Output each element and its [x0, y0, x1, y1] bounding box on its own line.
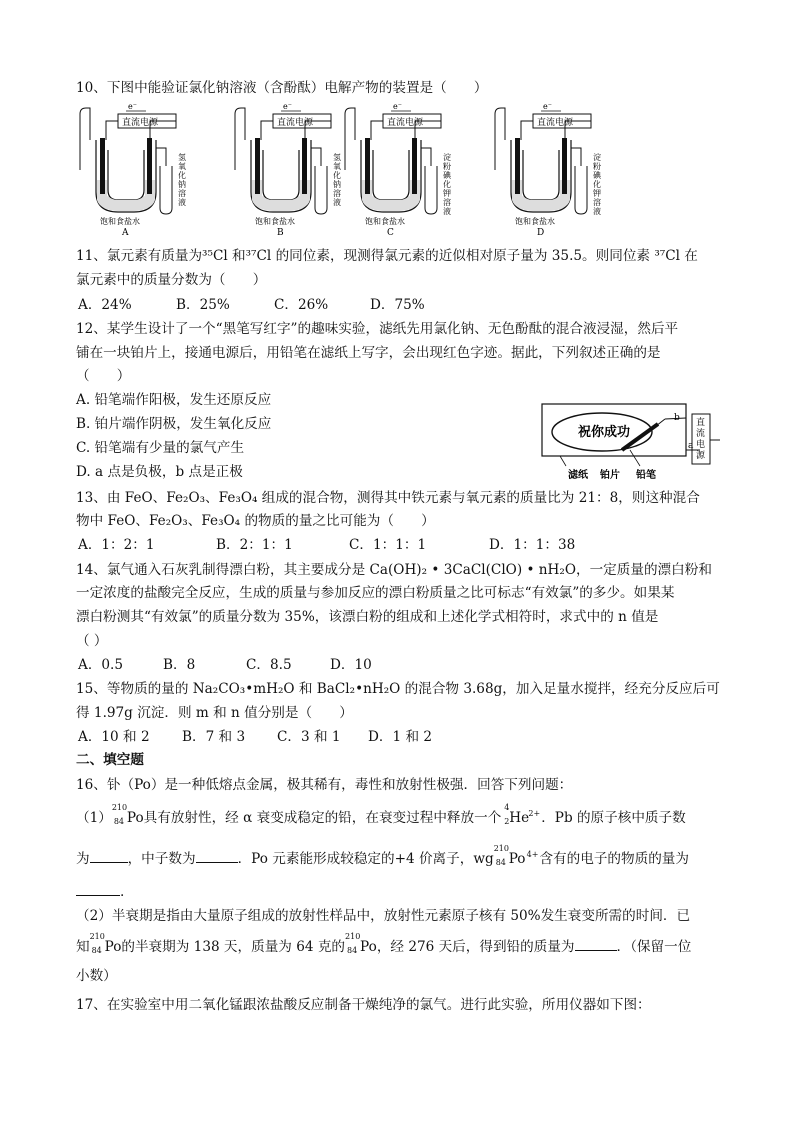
q15-option-d[interactable]: D．1 和 2	[368, 729, 433, 745]
apparatus-c	[345, 102, 452, 238]
electron-label: e⁻	[543, 102, 552, 111]
q11-options	[78, 295, 425, 315]
bottom-solution-label: 饱和食盐水	[255, 217, 295, 226]
side-solution-label-char: 化	[593, 180, 601, 189]
q14-option-a[interactable]: A．0.5	[78, 657, 124, 673]
q15-line2: 得 1.97g 沉淀．则 m 和 n 值分别是（ ）	[76, 705, 353, 721]
q12-option-c[interactable]: C. 铅笔端有少量的氯气产生	[76, 440, 245, 456]
electron-moles-blank[interactable]	[76, 881, 120, 896]
q15-option-c[interactable]: C．3 和 1	[277, 729, 341, 745]
power-supply-label: 直流电源	[387, 118, 424, 128]
q14-option-b[interactable]: B．8	[163, 657, 196, 673]
q15-options	[78, 727, 432, 747]
power-char-1: 直	[696, 418, 706, 428]
q16-part2-line2: 知 210 84 Po的半衰期为 138 天，质量为 64 克的 210 84 Po，经 276 天后，得到铅的质量为 ．（保留一位	[76, 932, 692, 955]
bottom-solution-label: 饱和食盐水	[365, 217, 405, 226]
q16-part2-line3: 小数）	[76, 968, 117, 984]
label-a: a	[688, 441, 694, 451]
q16-part2-line1: （2）半衰期是指由大量原子组成的放射性样品中，放射性元素原子核有 50%发生衰变所需的时间．已	[76, 908, 691, 924]
side-solution-label-char: 粉	[443, 162, 451, 171]
q13-options	[78, 535, 575, 555]
side-solution-label-char: 液	[443, 207, 451, 216]
side-solution-label-char: 溶	[593, 198, 601, 207]
q15-option-a[interactable]: A．10 和 2	[78, 729, 150, 745]
side-solution-label-char: 溶	[178, 189, 186, 198]
he-isotope: 4 2 He 2+	[504, 803, 541, 826]
label-filter: 滤纸	[568, 470, 588, 481]
power-char-2: 流	[696, 429, 706, 439]
side-solution-label-char: 氢	[333, 153, 341, 162]
label-pt: 铂片	[600, 470, 620, 481]
label-b: b	[674, 413, 680, 423]
electron-label: e⁻	[393, 102, 402, 111]
q12-option-b[interactable]: B. 铂片端作阴极，发生氧化反应	[76, 416, 272, 432]
side-solution-label-char: 钠	[333, 180, 341, 189]
power-supply-label: 直流电源	[122, 118, 159, 128]
q11-line1: 11、氯元素有质量为³⁵Cl 和³⁷Cl 的同位素，现测得氯元素的近似相对原子量为 35.5。则同位素 ³⁷Cl 在	[76, 248, 698, 264]
side-solution-label-char: 溶	[443, 198, 451, 207]
po-isotope-3: 210 84 Po	[345, 932, 377, 955]
q11-option-b[interactable]: B．25%	[176, 297, 230, 313]
side-solution-label-char: 钾	[443, 189, 451, 198]
q14-option-d[interactable]: D．10	[330, 657, 372, 673]
electrolysis-apparatus-figures	[70, 100, 610, 238]
side-solution-label-char: 淀	[593, 153, 601, 162]
power-char-4: 源	[696, 451, 706, 461]
side-solution-label-char: 钾	[593, 189, 601, 198]
side-solution-label-char: 氧	[178, 162, 186, 171]
q11-line2: 氯元素中的质量分数为（ ）	[76, 272, 267, 288]
q11-option-a[interactable]: A．24%	[78, 297, 132, 313]
side-solution-label-char: 液	[333, 198, 341, 207]
side-solution-label-char: 碘	[593, 171, 601, 180]
q16-part1-line3: .	[76, 881, 726, 902]
part1-mid: 具有放射性，经 α 衰变成稳定的铅，在衰变过程中释放一个	[143, 810, 502, 826]
part1-prefix: （1）	[76, 810, 112, 826]
po-isotope: 210 84 Po	[111, 803, 144, 826]
q12-line1: 12、某学生设计了一个“黑笔写红字”的趣味实验，滤纸先用氯化钠、无色酚酞的混合液浸湿，然后平	[76, 321, 679, 337]
q15-option-b[interactable]: B．7 和 3	[182, 729, 246, 745]
bottom-solution-label: 饱和食盐水	[100, 217, 140, 226]
proton-count-blank[interactable]	[90, 848, 128, 863]
q13-option-b[interactable]: B．2：1：1	[216, 537, 293, 553]
q14-line4: （ ）	[76, 633, 108, 649]
q13-line2: 物中 FeO、Fe₂O₃、Fe₃O₄ 的物质的量之比可能为（ ）	[76, 513, 435, 529]
side-solution-label-char: 粉	[593, 162, 601, 171]
apparatus-letter: A	[122, 228, 129, 238]
part1-end: ．Pb 的原子核中质子数	[541, 810, 686, 826]
q16-part1-line2: 为 ，中子数为 ．Po 元素能形成较稳定的+4 价离子，wg 210 84 Po 4+ 含有的电子的物质的量为	[76, 844, 689, 867]
q14-option-c[interactable]: C．8.5	[246, 657, 292, 673]
side-solution-label-char: 化	[443, 180, 451, 189]
lead-mass-blank[interactable]	[575, 936, 617, 951]
q10-stem: 10、下图中能验证氯化钠溶液（含酚酞）电解产物的装置是（ ）	[76, 80, 488, 96]
side-solution-label-char: 氧	[333, 162, 341, 171]
apparatus-letter: B	[277, 228, 284, 238]
q11-option-d[interactable]: D．75%	[370, 297, 425, 313]
q17-stem: 17、在实验室中用二氧化锰跟浓盐酸反应制备干燥纯净的氯气。进行此实验，所用仪器如下图：	[76, 997, 651, 1013]
side-solution-label-char: 液	[593, 207, 601, 216]
q14-line1: 14、氯气通入石灰乳制得漂白粉，其主要成分是 Ca(OH)₂ • 3CaCl(ClO) • nH₂O，一定质量的漂白粉和	[76, 562, 712, 578]
po-ion: 210 84 Po 4+	[493, 844, 539, 867]
power-char-3: 电	[696, 440, 706, 450]
apparatus-d	[495, 102, 602, 238]
q14-line3: 漂白粉测其“有效氯”的质量分数为 35%，该漂白粉的组成和上述化学式相符时，求式中的 n 值是	[76, 609, 659, 625]
apparatus-a	[80, 102, 186, 238]
electron-label: e⁻	[128, 102, 137, 111]
apparatus-b	[235, 102, 341, 238]
po-isotope-2: 210 84 Po	[89, 932, 122, 955]
q12-line2: 铺在一块铂片上，接通电源后，用铅笔在滤纸上写字，会出现红色字迹。据此，下列叙述正确的是	[76, 345, 661, 361]
section-heading: 二、填空题	[76, 752, 144, 768]
q13-line1: 13、由 FeO、Fe₂O₃、Fe₃O₄ 组成的混合物，测得其中铁元素与氧元素的质量比为 21：8，则这种混合	[76, 490, 700, 506]
neutron-count-blank[interactable]	[196, 848, 238, 863]
apparatus-letter: C	[387, 228, 394, 238]
apparatus-letter: D	[537, 228, 545, 238]
q13-option-a[interactable]: A．1：2：1	[78, 537, 155, 553]
q11-option-c[interactable]: C．26%	[274, 297, 329, 313]
q16-intro: 16、钋（Po）是一种低熔点金属，极其稀有，毒性和放射性极强．回答下列问题：	[76, 777, 573, 793]
side-solution-label-char: 化	[333, 171, 341, 180]
q13-option-d[interactable]: D．1：1：38	[489, 537, 576, 553]
electron-label: e⁻	[283, 102, 292, 111]
q14-options	[78, 655, 372, 675]
q15-line1: 15、等物质的量的 Na₂CO₃•mH₂O 和 BaCl₂•nH₂O 的混合物 3.68g，加入足量水搅拌，经充分反应后可	[76, 681, 720, 697]
side-solution-label-char: 碘	[443, 171, 451, 180]
side-solution-label-char: 钠	[178, 180, 186, 189]
bottom-solution-label: 饱和食盐水	[515, 217, 555, 226]
figure-center-text: 祝你成功	[578, 425, 631, 440]
side-solution-label-char: 液	[178, 198, 186, 207]
side-solution-label-char: 淀	[443, 153, 451, 162]
side-solution-label-char: 化	[178, 171, 186, 180]
power-supply-label: 直流电源	[277, 118, 314, 128]
label-pencil: 铅笔	[636, 470, 656, 481]
q12-option-d[interactable]: D. a 点是负极，b 点是正极	[76, 464, 243, 480]
side-solution-label-char: 氢	[178, 153, 186, 162]
q12-option-a[interactable]: A. 铅笔端作阳极，发生还原反应	[76, 392, 272, 408]
pencil-writing-figure	[540, 402, 722, 484]
q12-line3: （ ）	[76, 368, 131, 384]
q14-line2: 一定浓度的盐酸完全反应，生成的质量与参加反应的漂白粉质量之比可标志“有效氯”的多少。如果某	[76, 585, 675, 601]
side-solution-label-char: 溶	[333, 189, 341, 198]
q13-option-c[interactable]: C．1：1：1	[349, 537, 427, 553]
q16-part1-line1	[76, 803, 726, 828]
power-supply-label: 直流电源	[537, 118, 574, 128]
